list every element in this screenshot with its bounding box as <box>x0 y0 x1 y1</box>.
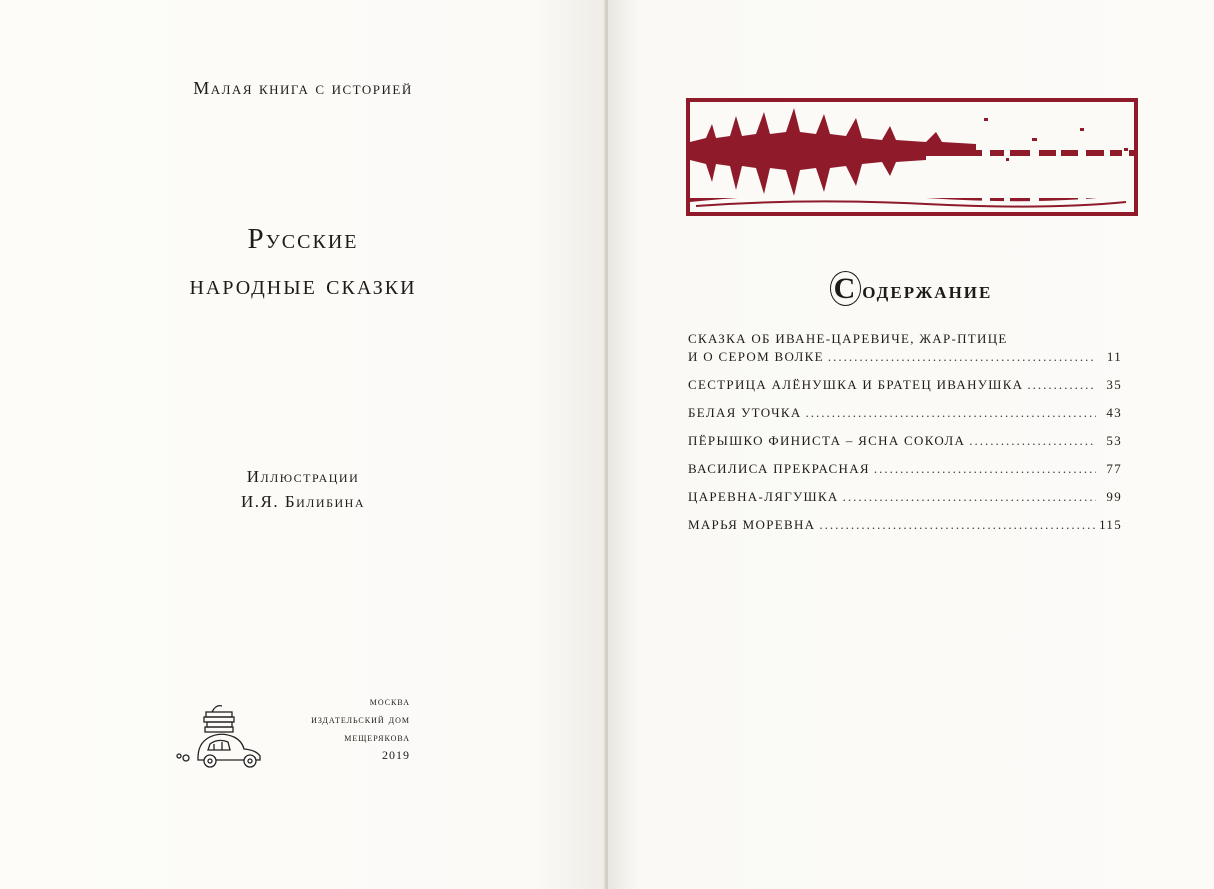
illustrations-label: Иллюстрации <box>246 467 360 486</box>
toc-leader-dots <box>843 488 1096 506</box>
toc-leader-dots <box>874 460 1096 478</box>
heading-rest: одержание <box>862 278 993 304</box>
toc-entry[interactable] <box>688 460 1140 478</box>
car-with-books-icon <box>176 700 268 772</box>
toc-page-number: 43 <box>1106 405 1122 420</box>
forest-lake-illustration <box>686 98 1138 216</box>
table-of-contents <box>688 330 1140 544</box>
toc-entry[interactable] <box>688 432 1140 450</box>
title-page <box>0 0 606 889</box>
toc-title: ЦАРЕВНА-ЛЯГУШКА <box>688 489 839 504</box>
toc-title: ВАСИЛИСА ПРЕКРАСНАЯ <box>688 461 870 476</box>
toc-title: СЕСТРИЦА АЛЁНУШКА И БРАТЕЦ ИВАНУШКА <box>688 377 1024 392</box>
book-title <box>0 216 606 308</box>
toc-title-line-1: СКАЗКА ОБ ИВАНЕ-ЦАРЕВИЧЕ, ЖАР-ПТИЦЕ <box>688 331 1008 346</box>
imprint-publisher-2: мещерякова <box>344 730 410 744</box>
toc-entry[interactable] <box>688 488 1140 506</box>
toc-entry[interactable] <box>688 404 1140 422</box>
heading-initial: С <box>830 271 862 306</box>
series-name: Малая книга с историей <box>193 78 413 98</box>
toc-entry[interactable] <box>688 330 1140 366</box>
toc-entry[interactable] <box>688 516 1140 534</box>
toc-title: МАРЬЯ МОРЕВНА <box>688 517 816 532</box>
imprint-publisher-1: издательский дом <box>311 712 410 726</box>
toc-page-number: 115 <box>1099 517 1122 532</box>
imprint <box>268 692 410 764</box>
illustrator-name: И.Я. Билибина <box>241 492 365 511</box>
book-title-line-2: народные сказки <box>189 269 417 301</box>
toc-leader-dots <box>969 432 1096 450</box>
toc-title: ПЁРЫШКО ФИНИСТА – ЯСНА СОКОЛА <box>688 433 966 448</box>
toc-page-number: 77 <box>1106 461 1122 476</box>
toc-page-number: 35 <box>1106 377 1122 392</box>
toc-title-line-2: И О СЕРОМ ВОЛКЕ <box>688 349 824 364</box>
contents-heading <box>608 274 1214 305</box>
toc-page-number: 99 <box>1106 489 1122 504</box>
imprint-year: 2019 <box>382 748 410 762</box>
toc-leader-dots <box>828 348 1096 366</box>
toc-leader-dots <box>819 516 1095 534</box>
illustrator-credit <box>0 464 606 514</box>
book-title-line-1: Русские <box>247 223 359 255</box>
imprint-city: москва <box>369 694 410 708</box>
toc-entry[interactable] <box>688 376 1140 394</box>
toc-leader-dots <box>806 404 1096 422</box>
toc-page-number: 11 <box>1106 349 1122 364</box>
toc-leader-dots <box>1027 376 1096 394</box>
toc-page-number: 53 <box>1106 433 1122 448</box>
toc-title: БЕЛАЯ УТОЧКА <box>688 405 802 420</box>
